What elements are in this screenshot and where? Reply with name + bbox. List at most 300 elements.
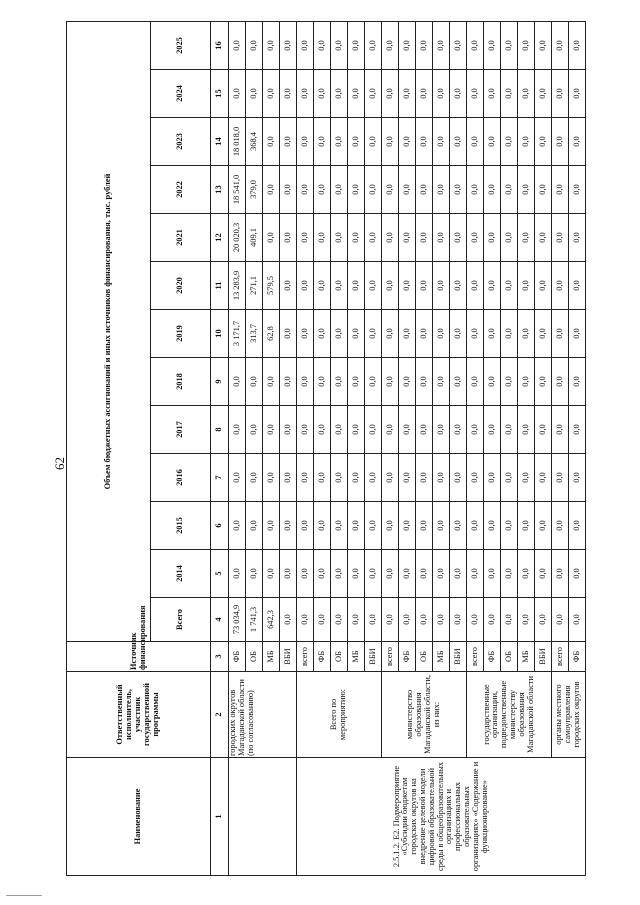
value-cell: 0,0 bbox=[399, 118, 416, 166]
value-cell: 0,0 bbox=[348, 70, 365, 118]
source-cell: ФБ bbox=[484, 642, 501, 672]
value-cell: 0,0 bbox=[450, 454, 467, 502]
value-cell: 0,0 bbox=[552, 262, 569, 310]
value-cell: 0,0 bbox=[348, 310, 365, 358]
value-cell: 0,0 bbox=[552, 70, 569, 118]
header-year: 2016 bbox=[151, 454, 211, 502]
value-cell: 0,0 bbox=[365, 550, 382, 598]
value-cell: 0,0 bbox=[535, 502, 552, 550]
value-cell: 0,0 bbox=[467, 70, 484, 118]
column-number: 8 bbox=[211, 406, 229, 454]
value-cell: 0,0 bbox=[365, 214, 382, 262]
value-cell: 0,0 bbox=[365, 70, 382, 118]
value-cell: 0,0 bbox=[331, 21, 348, 69]
value-cell: 0,0 bbox=[399, 454, 416, 502]
value-cell: 13 283,9 bbox=[229, 262, 246, 310]
header-funding: Объем бюджетных ассигнований и иных источников финансирования, тыс. рублей bbox=[67, 21, 151, 641]
value-cell: 0,0 bbox=[263, 21, 280, 69]
value-cell: 0,0 bbox=[382, 214, 399, 262]
value-cell: 0,0 bbox=[501, 214, 518, 262]
value-cell: 18 018,0 bbox=[229, 118, 246, 166]
value-cell: 0,0 bbox=[399, 406, 416, 454]
value-cell: 0,0 bbox=[365, 406, 382, 454]
value-cell: 0,0 bbox=[501, 550, 518, 598]
value-cell: 0,0 bbox=[382, 310, 399, 358]
source-cell: всего bbox=[297, 642, 314, 672]
value-cell: 0,0 bbox=[399, 358, 416, 406]
value-cell: 0,0 bbox=[501, 70, 518, 118]
executor-cell: городских округов Магаданской области (по согласованию) bbox=[229, 672, 297, 758]
source-cell: всего bbox=[467, 642, 484, 672]
column-number: 3 bbox=[211, 642, 229, 672]
table-row bbox=[467, 21, 484, 875]
value-cell: 0,0 bbox=[348, 21, 365, 69]
value-cell: 0,0 bbox=[263, 118, 280, 166]
value-cell: 0,0 bbox=[365, 262, 382, 310]
value-cell: 271,1 bbox=[246, 262, 263, 310]
value-cell: 0,0 bbox=[280, 550, 297, 598]
value-cell: 0,0 bbox=[416, 454, 433, 502]
value-cell: 368,4 bbox=[246, 118, 263, 166]
value-cell: 0,0 bbox=[382, 21, 399, 69]
column-number: 7 bbox=[211, 454, 229, 502]
total-cell: 1 741,3 bbox=[246, 598, 263, 642]
column-number: 5 bbox=[211, 550, 229, 598]
value-cell: 0,0 bbox=[569, 550, 586, 598]
value-cell: 0,0 bbox=[280, 310, 297, 358]
value-cell: 0,0 bbox=[297, 262, 314, 310]
value-cell: 0,0 bbox=[416, 550, 433, 598]
value-cell: 0,0 bbox=[348, 262, 365, 310]
value-cell: 0,0 bbox=[399, 21, 416, 69]
value-cell: 0,0 bbox=[433, 70, 450, 118]
value-cell: 0,0 bbox=[450, 21, 467, 69]
value-cell: 0,0 bbox=[569, 214, 586, 262]
value-cell: 0,0 bbox=[433, 502, 450, 550]
value-cell: 0,0 bbox=[246, 502, 263, 550]
total-cell: 0,0 bbox=[450, 598, 467, 642]
value-cell: 0,0 bbox=[297, 70, 314, 118]
value-cell: 0,0 bbox=[229, 550, 246, 598]
value-cell: 0,0 bbox=[467, 454, 484, 502]
value-cell: 0,0 bbox=[314, 118, 331, 166]
value-cell: 0,0 bbox=[365, 118, 382, 166]
value-cell: 0,0 bbox=[433, 358, 450, 406]
value-cell: 0,0 bbox=[263, 70, 280, 118]
value-cell: 0,0 bbox=[280, 502, 297, 550]
value-cell: 0,0 bbox=[297, 550, 314, 598]
value-cell: 0,0 bbox=[501, 310, 518, 358]
value-cell: 0,0 bbox=[348, 502, 365, 550]
header-year: 2017 bbox=[151, 406, 211, 454]
column-number: 12 bbox=[211, 214, 229, 262]
value-cell: 0,0 bbox=[416, 358, 433, 406]
value-cell: 0,0 bbox=[314, 21, 331, 69]
value-cell: 0,0 bbox=[382, 454, 399, 502]
value-cell: 0,0 bbox=[416, 21, 433, 69]
value-cell: 0,0 bbox=[382, 406, 399, 454]
source-cell: МБ bbox=[433, 642, 450, 672]
value-cell: 0,0 bbox=[450, 118, 467, 166]
column-number: 16 bbox=[211, 21, 229, 69]
value-cell: 0,0 bbox=[484, 70, 501, 118]
header-year: 2019 bbox=[151, 310, 211, 358]
value-cell: 0,0 bbox=[569, 358, 586, 406]
value-cell: 0,0 bbox=[501, 21, 518, 69]
value-cell: 0,0 bbox=[450, 214, 467, 262]
value-cell: 0,0 bbox=[348, 406, 365, 454]
value-cell: 0,0 bbox=[382, 166, 399, 214]
value-cell: 0,0 bbox=[518, 406, 535, 454]
value-cell: 0,0 bbox=[569, 262, 586, 310]
total-cell: 0,0 bbox=[433, 598, 450, 642]
value-cell: 0,0 bbox=[314, 70, 331, 118]
value-cell: 0,0 bbox=[399, 262, 416, 310]
value-cell: 0,0 bbox=[501, 358, 518, 406]
value-cell: 0,0 bbox=[467, 358, 484, 406]
value-cell: 0,0 bbox=[280, 21, 297, 69]
value-cell: 0,0 bbox=[314, 310, 331, 358]
source-cell: ОБ bbox=[246, 642, 263, 672]
value-cell: 0,0 bbox=[280, 118, 297, 166]
value-cell: 0,0 bbox=[450, 502, 467, 550]
value-cell: 0,0 bbox=[297, 118, 314, 166]
header-year: 2024 bbox=[151, 70, 211, 118]
value-cell: 0,0 bbox=[552, 454, 569, 502]
value-cell: 0,0 bbox=[399, 166, 416, 214]
value-cell: 0,0 bbox=[484, 358, 501, 406]
value-cell: 0,0 bbox=[297, 166, 314, 214]
value-cell: 0,0 bbox=[433, 118, 450, 166]
header-year: 2025 bbox=[151, 21, 211, 69]
value-cell: 0,0 bbox=[535, 166, 552, 214]
value-cell: 0,0 bbox=[518, 262, 535, 310]
column-number: 9 bbox=[211, 358, 229, 406]
value-cell: 0,0 bbox=[433, 214, 450, 262]
table-row bbox=[229, 21, 246, 875]
value-cell: 0,0 bbox=[450, 166, 467, 214]
value-cell: 0,0 bbox=[331, 166, 348, 214]
executor-cell: Всего по мероприятию: bbox=[297, 672, 382, 758]
column-number: 1 bbox=[211, 758, 229, 876]
value-cell: 0,0 bbox=[518, 166, 535, 214]
header-year: 2023 bbox=[151, 118, 211, 166]
value-cell: 0,0 bbox=[297, 310, 314, 358]
value-cell: 0,0 bbox=[416, 262, 433, 310]
total-cell: 0,0 bbox=[314, 598, 331, 642]
value-cell: 0,0 bbox=[552, 310, 569, 358]
value-cell: 0,0 bbox=[314, 358, 331, 406]
value-cell: 0,0 bbox=[569, 310, 586, 358]
value-cell: 0,0 bbox=[229, 21, 246, 69]
header-name: Наименование bbox=[67, 758, 211, 876]
value-cell: 0,0 bbox=[331, 406, 348, 454]
value-cell: 0,0 bbox=[535, 406, 552, 454]
value-cell: 0,0 bbox=[297, 21, 314, 69]
value-cell: 0,0 bbox=[314, 454, 331, 502]
value-cell: 0,0 bbox=[365, 454, 382, 502]
total-cell: 642,3 bbox=[263, 598, 280, 642]
value-cell: 0,0 bbox=[552, 406, 569, 454]
value-cell: 0,0 bbox=[501, 406, 518, 454]
page-number: 62 bbox=[52, 457, 67, 470]
value-cell: 0,0 bbox=[450, 550, 467, 598]
executor-cell: государственные организации, подведомственные министерству образования Магаданской области bbox=[467, 672, 552, 758]
value-cell: 0,0 bbox=[518, 21, 535, 69]
value-cell: 0,0 bbox=[280, 406, 297, 454]
header-source: Источник финансирования bbox=[67, 642, 211, 672]
total-cell: 0,0 bbox=[416, 598, 433, 642]
value-cell: 0,0 bbox=[518, 454, 535, 502]
value-cell: 0,0 bbox=[348, 118, 365, 166]
value-cell: 0,0 bbox=[229, 454, 246, 502]
value-cell: 3 171,7 bbox=[229, 310, 246, 358]
value-cell: 0,0 bbox=[416, 310, 433, 358]
source-cell: ОБ bbox=[501, 642, 518, 672]
total-cell: 0,0 bbox=[467, 598, 484, 642]
value-cell: 0,0 bbox=[365, 21, 382, 69]
source-cell: ОБ bbox=[331, 642, 348, 672]
value-cell: 0,0 bbox=[246, 358, 263, 406]
value-cell: 0,0 bbox=[348, 358, 365, 406]
value-cell: 0,0 bbox=[433, 310, 450, 358]
value-cell: 0,0 bbox=[518, 550, 535, 598]
value-cell: 0,0 bbox=[501, 262, 518, 310]
value-cell: 0,0 bbox=[467, 310, 484, 358]
value-cell: 0,0 bbox=[416, 118, 433, 166]
value-cell: 0,0 bbox=[365, 502, 382, 550]
value-cell: 0,0 bbox=[518, 70, 535, 118]
source-cell: всего bbox=[382, 642, 399, 672]
source-cell: ФБ bbox=[569, 642, 586, 672]
table-row bbox=[297, 21, 314, 875]
value-cell: 0,0 bbox=[263, 166, 280, 214]
value-cell: 0,0 bbox=[246, 454, 263, 502]
value-cell: 0,0 bbox=[569, 21, 586, 69]
value-cell: 0,0 bbox=[348, 454, 365, 502]
value-cell: 0,0 bbox=[467, 406, 484, 454]
value-cell: 0,0 bbox=[382, 502, 399, 550]
total-cell: 0,0 bbox=[399, 598, 416, 642]
value-cell: 0,0 bbox=[331, 214, 348, 262]
value-cell: 0,0 bbox=[535, 214, 552, 262]
value-cell: 0,0 bbox=[399, 502, 416, 550]
value-cell: 0,0 bbox=[501, 118, 518, 166]
value-cell: 0,0 bbox=[416, 502, 433, 550]
header-year: 2022 bbox=[151, 166, 211, 214]
value-cell: 0,0 bbox=[246, 550, 263, 598]
value-cell: 0,0 bbox=[467, 502, 484, 550]
value-cell: 0,0 bbox=[433, 454, 450, 502]
value-cell: 0,0 bbox=[467, 118, 484, 166]
value-cell: 0,0 bbox=[484, 454, 501, 502]
value-cell: 0,0 bbox=[416, 406, 433, 454]
value-cell: 0,0 bbox=[331, 118, 348, 166]
value-cell: 0,0 bbox=[467, 214, 484, 262]
value-cell: 0,0 bbox=[552, 502, 569, 550]
source-cell: ФБ bbox=[229, 642, 246, 672]
value-cell: 0,0 bbox=[263, 454, 280, 502]
total-cell: 0,0 bbox=[484, 598, 501, 642]
value-cell: 0,0 bbox=[518, 310, 535, 358]
source-cell: всего bbox=[552, 642, 569, 672]
header-year: 2015 bbox=[151, 502, 211, 550]
value-cell: 0,0 bbox=[399, 310, 416, 358]
value-cell: 0,0 bbox=[484, 550, 501, 598]
name-cell bbox=[229, 758, 297, 876]
value-cell: 62,8 bbox=[263, 310, 280, 358]
value-cell: 0,0 bbox=[229, 358, 246, 406]
value-cell: 0,0 bbox=[416, 70, 433, 118]
financing-table bbox=[66, 21, 586, 876]
value-cell: 0,0 bbox=[484, 166, 501, 214]
total-cell: 0,0 bbox=[518, 598, 535, 642]
column-number: 10 bbox=[211, 310, 229, 358]
total-cell: 0,0 bbox=[535, 598, 552, 642]
value-cell: 0,0 bbox=[229, 502, 246, 550]
table-row bbox=[382, 21, 399, 875]
total-cell: 0,0 bbox=[297, 598, 314, 642]
header-total: Всего bbox=[151, 598, 211, 642]
value-cell: 0,0 bbox=[314, 262, 331, 310]
source-cell: МБ bbox=[263, 642, 280, 672]
value-cell: 0,0 bbox=[518, 214, 535, 262]
column-number: 4 bbox=[211, 598, 229, 642]
value-cell: 0,0 bbox=[331, 454, 348, 502]
source-cell: ОБ bbox=[416, 642, 433, 672]
value-cell: 0,0 bbox=[535, 70, 552, 118]
value-cell: 0,0 bbox=[535, 262, 552, 310]
value-cell: 409,1 bbox=[246, 214, 263, 262]
value-cell: 0,0 bbox=[280, 166, 297, 214]
source-cell: ВБИ bbox=[535, 642, 552, 672]
value-cell: 0,0 bbox=[297, 502, 314, 550]
value-cell: 0,0 bbox=[484, 310, 501, 358]
value-cell: 0,0 bbox=[535, 358, 552, 406]
value-cell: 0,0 bbox=[501, 502, 518, 550]
value-cell: 0,0 bbox=[467, 262, 484, 310]
value-cell: 0,0 bbox=[229, 406, 246, 454]
value-cell: 0,0 bbox=[535, 118, 552, 166]
value-cell: 0,0 bbox=[450, 262, 467, 310]
value-cell: 0,0 bbox=[280, 358, 297, 406]
value-cell: 0,0 bbox=[365, 166, 382, 214]
value-cell: 0,0 bbox=[552, 21, 569, 69]
value-cell: 579,5 bbox=[263, 262, 280, 310]
value-cell: 0,0 bbox=[280, 70, 297, 118]
value-cell: 0,0 bbox=[331, 310, 348, 358]
column-number: 6 bbox=[211, 502, 229, 550]
source-cell: ВБИ bbox=[280, 642, 297, 672]
value-cell: 0,0 bbox=[229, 70, 246, 118]
value-cell: 0,0 bbox=[331, 550, 348, 598]
header-year: 2018 bbox=[151, 358, 211, 406]
value-cell: 0,0 bbox=[535, 550, 552, 598]
total-cell: 0,0 bbox=[331, 598, 348, 642]
value-cell: 0,0 bbox=[552, 118, 569, 166]
value-cell: 0,0 bbox=[348, 550, 365, 598]
value-cell: 0,0 bbox=[467, 21, 484, 69]
value-cell: 0,0 bbox=[535, 310, 552, 358]
value-cell: 0,0 bbox=[348, 166, 365, 214]
source-cell: ФБ bbox=[314, 642, 331, 672]
value-cell: 0,0 bbox=[501, 454, 518, 502]
value-cell: 0,0 bbox=[467, 550, 484, 598]
value-cell: 0,0 bbox=[569, 166, 586, 214]
value-cell: 0,0 bbox=[433, 166, 450, 214]
value-cell: 0,0 bbox=[518, 358, 535, 406]
value-cell: 0,0 bbox=[518, 118, 535, 166]
value-cell: 0,0 bbox=[433, 550, 450, 598]
value-cell: 0,0 bbox=[552, 166, 569, 214]
column-number: 2 bbox=[211, 672, 229, 758]
value-cell: 0,0 bbox=[399, 214, 416, 262]
value-cell: 0,0 bbox=[450, 406, 467, 454]
value-cell: 0,0 bbox=[484, 214, 501, 262]
value-cell: 0,0 bbox=[569, 70, 586, 118]
value-cell: 0,0 bbox=[433, 406, 450, 454]
value-cell: 0,0 bbox=[450, 70, 467, 118]
value-cell: 0,0 bbox=[263, 502, 280, 550]
value-cell: 0,0 bbox=[331, 358, 348, 406]
value-cell: 0,0 bbox=[399, 70, 416, 118]
value-cell: 0,0 bbox=[484, 502, 501, 550]
value-cell: 0,0 bbox=[484, 118, 501, 166]
value-cell: 0,0 bbox=[552, 214, 569, 262]
header-year: 2020 bbox=[151, 262, 211, 310]
total-cell: 0,0 bbox=[280, 598, 297, 642]
total-cell: 0,0 bbox=[348, 598, 365, 642]
value-cell: 0,0 bbox=[535, 454, 552, 502]
source-cell: ВБИ bbox=[450, 642, 467, 672]
column-number: 15 bbox=[211, 70, 229, 118]
rotated-table-container bbox=[66, 21, 581, 876]
value-cell: 0,0 bbox=[382, 262, 399, 310]
total-cell: 73 034,9 bbox=[229, 598, 246, 642]
source-cell: ФБ bbox=[399, 642, 416, 672]
column-number: 11 bbox=[211, 262, 229, 310]
value-cell: 0,0 bbox=[246, 70, 263, 118]
value-cell: 0,0 bbox=[518, 502, 535, 550]
value-cell: 0,0 bbox=[297, 214, 314, 262]
value-cell: 0,0 bbox=[484, 406, 501, 454]
value-cell: 0,0 bbox=[314, 406, 331, 454]
value-cell: 313,7 bbox=[246, 310, 263, 358]
value-cell: 0,0 bbox=[569, 118, 586, 166]
value-cell: 0,0 bbox=[484, 262, 501, 310]
value-cell: 0,0 bbox=[382, 118, 399, 166]
value-cell: 0,0 bbox=[399, 550, 416, 598]
value-cell: 0,0 bbox=[416, 214, 433, 262]
value-cell: 20 020,3 bbox=[229, 214, 246, 262]
executor-cell: министерство образования Магаданской области, из них: bbox=[382, 672, 467, 758]
value-cell: 0,0 bbox=[416, 166, 433, 214]
value-cell: 0,0 bbox=[382, 550, 399, 598]
value-cell: 0,0 bbox=[297, 406, 314, 454]
value-cell: 0,0 bbox=[331, 70, 348, 118]
total-cell: 0,0 bbox=[569, 598, 586, 642]
value-cell: 0,0 bbox=[331, 502, 348, 550]
value-cell: 0,0 bbox=[314, 166, 331, 214]
value-cell: 0,0 bbox=[365, 310, 382, 358]
header-year: 2021 bbox=[151, 214, 211, 262]
value-cell: 0,0 bbox=[297, 454, 314, 502]
value-cell: 0,0 bbox=[501, 166, 518, 214]
value-cell: 0,0 bbox=[263, 214, 280, 262]
value-cell: 379,0 bbox=[246, 166, 263, 214]
value-cell: 0,0 bbox=[569, 406, 586, 454]
value-cell: 0,0 bbox=[314, 502, 331, 550]
